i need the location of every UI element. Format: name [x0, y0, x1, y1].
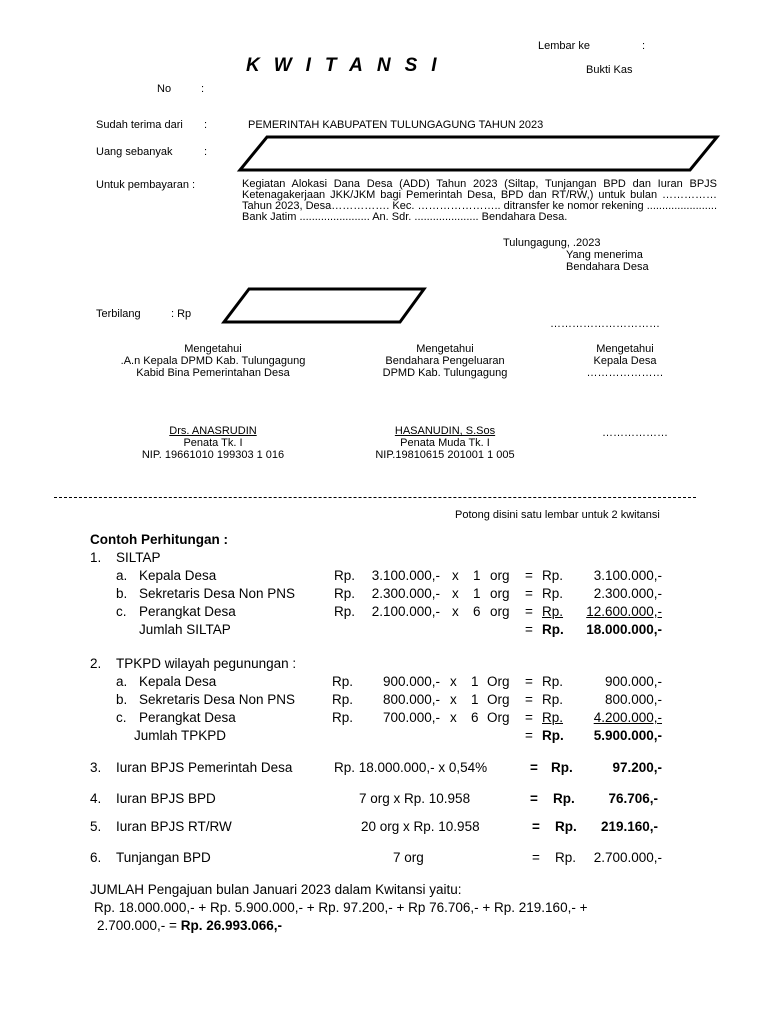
sig-left-l1: Mengetahui — [184, 343, 242, 355]
row-rp: Rp. — [332, 674, 354, 689]
s1-title: SILTAP — [116, 550, 161, 565]
s4-calc: 7 org x Rp. 10.958 — [359, 791, 471, 806]
row-letter: c. — [116, 710, 127, 725]
row-x: x — [450, 674, 457, 689]
terima-label: Sudah terima dari — [96, 119, 183, 131]
row-qty: 1 — [471, 674, 479, 689]
row-total: 3.100.000,- — [593, 568, 662, 583]
row-amount: 2.300.000,- — [371, 586, 440, 601]
row-eq: = — [525, 674, 533, 689]
row-rp: Rp. — [334, 568, 356, 583]
row-unit: Org — [487, 692, 510, 707]
row-unit: org — [490, 604, 510, 619]
row-rp: Rp. — [332, 692, 354, 707]
cut-line — [54, 497, 696, 498]
s2-sum-label: Jumlah TPKPD — [134, 728, 227, 743]
s1-sum-total: 18.000.000,- — [586, 622, 662, 637]
terbilang-rp: : Rp — [171, 308, 192, 320]
bendahara-desa: Bendahara Desa — [566, 261, 649, 273]
signature-right-name-block — [570, 427, 700, 439]
s2-sum-total: 5.900.000,- — [593, 728, 662, 743]
row-rp2: Rp. — [542, 710, 564, 725]
sig-right-l2: Kepala Desa — [593, 355, 657, 367]
sig-middle-l3: DPMD Kab. Tulungagung — [382, 367, 508, 379]
calc-heading: Contoh Perhitungan : — [90, 532, 228, 547]
sig-left-rank: Penata Tk. I — [183, 437, 243, 449]
untuk-text: Kegiatan Alokasi Dana Desa (ADD) Tahun 2023 (Siltap, Tunjangan BPD dan Iuran BPJS Ketenagakerjaan JKK/JKM bagi Pemerintah Desa, BPD dan RT/RW,) untuk bulan ……………Tahun 2023, Desa……………. Kec. ………………….. ditransfer ke nomor rekening ....................... Bank Jatim ....................... An. Sdr. ..................... Bendahara Desa. — [242, 178, 717, 223]
terbilang-label: Terbilang — [96, 308, 141, 320]
row-rp2: Rp. — [542, 604, 564, 619]
s3-eq: = — [530, 760, 538, 775]
row-eq: = — [525, 710, 533, 725]
s4-number: 4. — [90, 791, 102, 806]
row-total: 2.300.000,- — [593, 586, 662, 601]
no-colon: : — [201, 83, 205, 95]
row-qty: 6 — [471, 710, 479, 725]
sig-right-l3: ………………… — [586, 367, 664, 379]
row-label: Sekretaris Desa Non PNS — [139, 692, 296, 707]
jumlah-grand-total: Rp. 26.993.066,- — [180, 918, 283, 933]
row-qty: 1 — [473, 586, 481, 601]
row-eq: = — [525, 692, 533, 707]
row-label: Kepala Desa — [139, 568, 217, 583]
row-rp2: Rp. — [542, 674, 564, 689]
tempat-tanggal: Tulungagung, .2023 — [503, 237, 601, 249]
terima-value: PEMERINTAH KABUPATEN TULUNGAGUNG TAHUN 2023 — [248, 119, 544, 131]
s2-number: 2. — [90, 656, 102, 671]
row-unit: Org — [487, 710, 510, 725]
receiver-signature-dots: ………………………… — [550, 318, 660, 330]
untuk-label: Untuk pembayaran : — [96, 179, 196, 191]
row-qty: 6 — [473, 604, 481, 619]
bukti-kas-label: Bukti Kas — [586, 64, 633, 76]
sig-left-l2: .A.n Kepala DPMD Kab. Tulungagung — [120, 355, 306, 367]
row-unit: org — [490, 586, 510, 601]
s1-sum-eq: = — [525, 622, 533, 637]
row-qty: 1 — [473, 568, 481, 583]
row-amount: 3.100.000,- — [371, 568, 440, 583]
s3-label: Iuran BPJS Pemerintah Desa — [116, 760, 293, 775]
row-x: x — [450, 692, 457, 707]
row-eq: = — [525, 568, 533, 583]
row-letter: c. — [116, 604, 127, 619]
s6-label: Tunjangan BPD — [116, 850, 211, 865]
terbilang-box — [220, 287, 428, 325]
row-rp2: Rp. — [542, 692, 564, 707]
s5-eq: = — [532, 819, 540, 834]
row-rp2: Rp. — [542, 568, 564, 583]
signature-middle — [340, 343, 550, 379]
s4-label: Iuran BPJS BPD — [116, 791, 216, 806]
s6-rp: Rp. — [555, 850, 577, 865]
s4-rp: Rp. — [553, 791, 575, 806]
row-amount: 2.100.000,- — [371, 604, 440, 619]
sig-left-name: Drs. ANASRUDIN — [169, 425, 257, 437]
s4-eq: = — [530, 791, 538, 806]
row-rp: Rp. — [334, 586, 356, 601]
row-amount: 700.000,- — [382, 710, 440, 725]
no-label: No — [157, 83, 172, 95]
lembar-ke-colon: : — [642, 40, 646, 52]
yang-menerima: Yang menerima — [566, 249, 643, 261]
row-unit: Org — [487, 674, 510, 689]
sig-middle-l1: Mengetahui — [416, 343, 474, 355]
sig-left-nip: NIP. 19661010 199303 1 016 — [141, 449, 285, 461]
row-x: x — [452, 604, 459, 619]
s2-title: TPKPD wilayah pegunungan : — [116, 656, 297, 671]
s6-eq: = — [532, 850, 540, 865]
row-amount: 900.000,- — [382, 674, 440, 689]
s3-number: 3. — [90, 760, 102, 775]
row-total: 900.000,- — [604, 674, 662, 689]
row-amount: 800.000,- — [382, 692, 440, 707]
row-total: 800.000,- — [604, 692, 662, 707]
s6-total: 2.700.000,- — [593, 850, 662, 865]
s2-sum-eq: = — [525, 728, 533, 743]
sig-middle-rank: Penata Muda Tk. I — [400, 437, 490, 449]
uang-colon: : — [204, 146, 208, 158]
uang-label: Uang sebanyak — [96, 146, 173, 158]
document-title: KWITANSI — [246, 55, 451, 76]
signature-left-name-block — [95, 425, 331, 461]
jumlah-line-3-prefix: 2.700.000,- = — [97, 918, 177, 933]
row-label: Sekretaris Desa Non PNS — [139, 586, 296, 601]
s1-number: 1. — [90, 550, 102, 565]
row-label: Kepala Desa — [139, 674, 217, 689]
s1-sum-label: Jumlah SILTAP — [139, 622, 231, 637]
row-unit: org — [490, 568, 510, 583]
sig-middle-nip: NIP.19810615 201001 1 005 — [375, 449, 515, 461]
terima-colon: : — [204, 119, 208, 131]
s5-rp: Rp. — [555, 819, 577, 834]
amount-box — [236, 135, 722, 173]
lembar-ke-label: Lembar ke — [538, 40, 590, 52]
s3-total: 97.200,- — [612, 760, 662, 775]
row-rp2: Rp. — [542, 586, 564, 601]
sig-right-name: ……………… — [602, 427, 668, 439]
row-total: 4.200.000,- — [593, 710, 662, 725]
sig-left-l3: Kabid Bina Pemerintahan Desa — [136, 367, 290, 379]
jumlah-line-2: Rp. 18.000.000,- + Rp. 5.900.000,- + Rp. 97.200,- + Rp 76.706,- + Rp. 219.160,- + — [94, 900, 588, 915]
sig-middle-l2: Bendahara Pengeluaran — [385, 355, 505, 367]
s3-rp: Rp. — [551, 760, 573, 775]
row-qty: 1 — [471, 692, 479, 707]
sig-middle-name: HASANUDIN, S.Sos — [394, 425, 496, 437]
s4-total: 76.706,- — [608, 791, 658, 806]
row-label: Perangkat Desa — [139, 710, 236, 725]
row-eq: = — [525, 586, 533, 601]
row-total: 12.600.000,- — [586, 604, 662, 619]
s3-calc: Rp. 18.000.000,- x 0,54% — [334, 760, 488, 775]
s6-number: 6. — [90, 850, 102, 865]
cut-note: Potong disini satu lembar untuk 2 kwitansi — [455, 509, 660, 521]
row-x: x — [452, 568, 459, 583]
signature-middle-name-block — [340, 425, 550, 461]
row-rp: Rp. — [334, 604, 356, 619]
s5-label: Iuran BPJS RT/RW — [116, 819, 232, 834]
s5-total: 219.160,- — [600, 819, 658, 834]
s5-number: 5. — [90, 819, 102, 834]
s2-sum-rp: Rp. — [542, 728, 564, 743]
s6-calc: 7 org — [393, 850, 424, 865]
s5-calc: 20 org x Rp. 10.958 — [361, 819, 480, 834]
row-label: Perangkat Desa — [139, 604, 236, 619]
row-eq: = — [525, 604, 533, 619]
sig-right-l1: Mengetahui — [596, 343, 654, 355]
signature-left — [95, 343, 331, 379]
row-rp: Rp. — [332, 710, 354, 725]
jumlah-line-1: JUMLAH Pengajuan bulan Januari 2023 dalam Kwitansi yaitu: — [90, 882, 462, 897]
s1-sum-rp: Rp. — [542, 622, 564, 637]
row-x: x — [450, 710, 457, 725]
row-x: x — [452, 586, 459, 601]
row-letter: a. — [116, 568, 128, 583]
row-letter: b. — [116, 586, 128, 601]
jumlah-line-3 — [97, 918, 282, 933]
row-letter: b. — [116, 692, 128, 707]
row-letter: a. — [116, 674, 128, 689]
signature-right — [560, 343, 690, 379]
